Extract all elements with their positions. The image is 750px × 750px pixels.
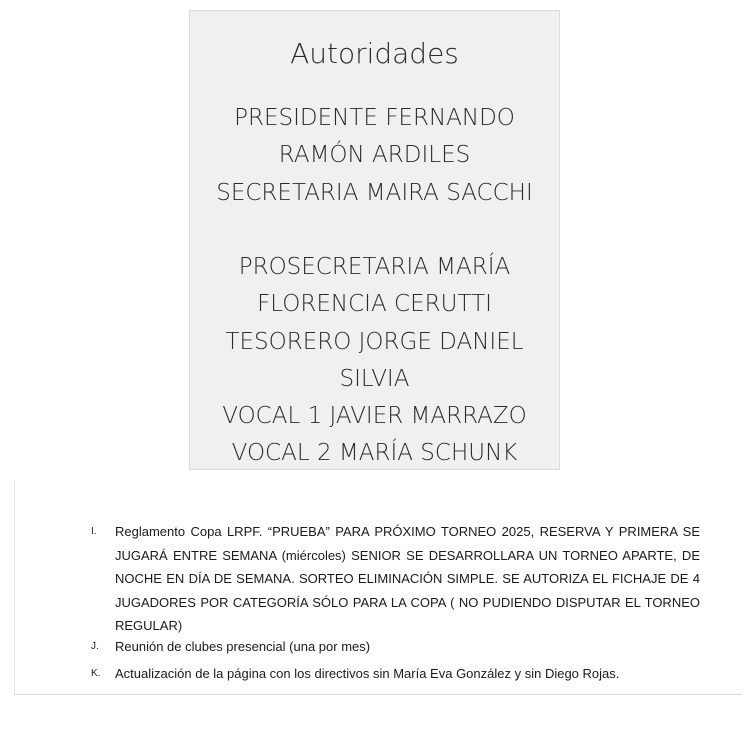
authority-line: VOCAL 2 MARÍA SCHUNK: [231, 440, 518, 466]
list-item-text: Reunión de clubes presencial (una por mes): [115, 639, 371, 654]
authority-line: SECRETARIA MAIRA SACCHI: [216, 180, 533, 206]
authorities-card: [189, 10, 560, 470]
authority-line: PROSECRETARIA MARÍA: [238, 254, 511, 280]
list-marker: J.: [91, 641, 99, 652]
list-marker: I.: [91, 526, 97, 537]
authority-line: RAMÓN ARDILES: [278, 142, 471, 168]
authority-line: SILVIA: [339, 366, 410, 392]
list-item-text: Actualización de la página con los directivos sin María Eva González y sin Diego Rojas.: [115, 666, 620, 681]
list-item-text: Reglamento Copa LRPF. “PRUEBA” PARA PRÓXIMO TORNEO 2025, RESERVA Y PRIMERA SE JUGARÁ ENTRE SEMANA (miércoles) SENIOR SE DESARROLLARA UN TORNEO APARTE, DE NOCHE EN DÍA DE SEMANA. SORTEO ELIMINACIÓN SIMPLE. SE AUTORIZA EL FICHAJE DE 4 JUGADORES POR CATEGORÍA SÓLO PARA LA COPA ( NO PUDIENDO DISPUTAR EL TORNEO REGULAR): [115, 524, 700, 633]
authority-line: VOCAL 1 JAVIER MARRAZO: [222, 403, 527, 429]
authority-line: TESORERO JORGE DANIEL: [225, 329, 524, 355]
authority-line: FLORENCIA CERUTTI: [257, 291, 492, 317]
document-excerpt: [14, 480, 742, 695]
authority-line: PRESIDENTE FERNANDO: [234, 105, 515, 131]
card-title: Autoridades: [290, 37, 459, 70]
list-marker: K.: [91, 668, 101, 679]
